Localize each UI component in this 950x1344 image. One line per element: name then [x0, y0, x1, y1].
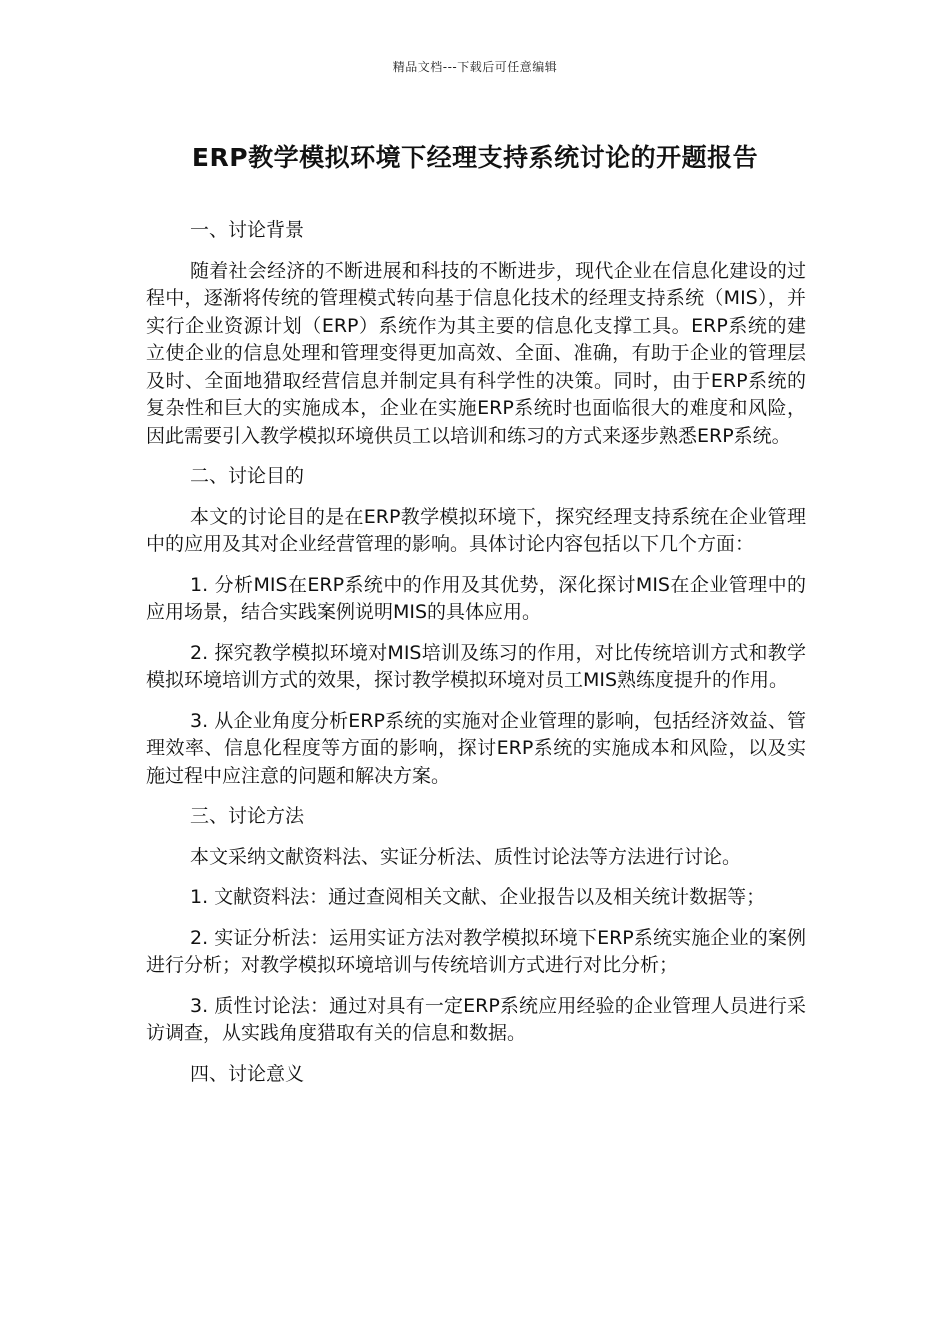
method-intro: 本文采纳文献资料法、实证分析法、质性讨论法等方法进行讨论。 [190, 845, 742, 868]
purpose-item: 3. 从企业角度分析ERP系统的实施对企业管理的影响，包括经济效益、管理效率、信息化程度等方面的影响，探讨ERP系统的实施成本和风险，以及实施过程中应注意的问题和解决方案。 [146, 709, 806, 787]
section-heading-method: 三、讨论方法 [190, 805, 305, 827]
document-body [146, 217, 806, 1101]
method-item: 3. 质性讨论法：通过对具有一定ERP系统应用经验的企业管理人员进行采访调查，从实践角度猎取有关的信息和数据。 [146, 994, 806, 1044]
document-title: ERP教学模拟环境下经理支持系统讨论的开题报告 [191, 143, 759, 172]
header-note: 精品文档---下载后可任意编辑 [392, 60, 558, 74]
purpose-intro: 本文的讨论目的是在ERP教学模拟环境下，探究经理支持系统在企业管理中的应用及其对企业经营管理的影响。具体讨论内容包括以下几个方面： [146, 505, 806, 555]
section-heading-significance: 四、讨论意义 [190, 1062, 305, 1085]
purpose-item: 1. 分析MIS在ERP系统中的作用及其优势，深化探讨MIS在企业管理中的应用场景，结合实践案例说明MIS的具体应用。 [146, 573, 806, 623]
background-paragraph: 随着社会经济的不断进展和科技的不断进步，现代企业在信息化建设的过程中，逐渐将传统的管理模式转向基于信息化技术的经理支持系统（MIS），并实行企业资源计划（ERP）系统作为其主要的信息化支撑工具。ERP系统的建立使企业的信息处理和管理变得更加高效、全面、准确，有助于企业的管理层及时、全面地猎取经营信息并制定具有科学性的决策。同时，由于ERP系统的复杂性和巨大的实施成本，企业在实施ERP系统时也面临很大的难度和风险，因此需要引入教学模拟环境供员工以培训和练习的方式来逐步熟悉ERP系统。 [146, 259, 806, 447]
method-item: 1. 文献资料法：通过查阅相关文献、企业报告以及相关统计数据等； [190, 886, 766, 908]
method-item: 2. 实证分析法：运用实证方法对教学模拟环境下ERP系统实施企业的案例进行分析；对教学模拟环境培训与传统培训方式进行对比分析； [146, 926, 806, 976]
purpose-item: 2. 探究教学模拟环境对MIS培训及练习的作用，对比传统培训方式和教学模拟环境培训方式的效果，探讨教学模拟环境对员工MIS熟练度提升的作用。 [146, 641, 806, 691]
section-heading-background: 一、讨论背景 [190, 219, 305, 241]
section-heading-purpose: 二、讨论目的 [190, 465, 305, 487]
